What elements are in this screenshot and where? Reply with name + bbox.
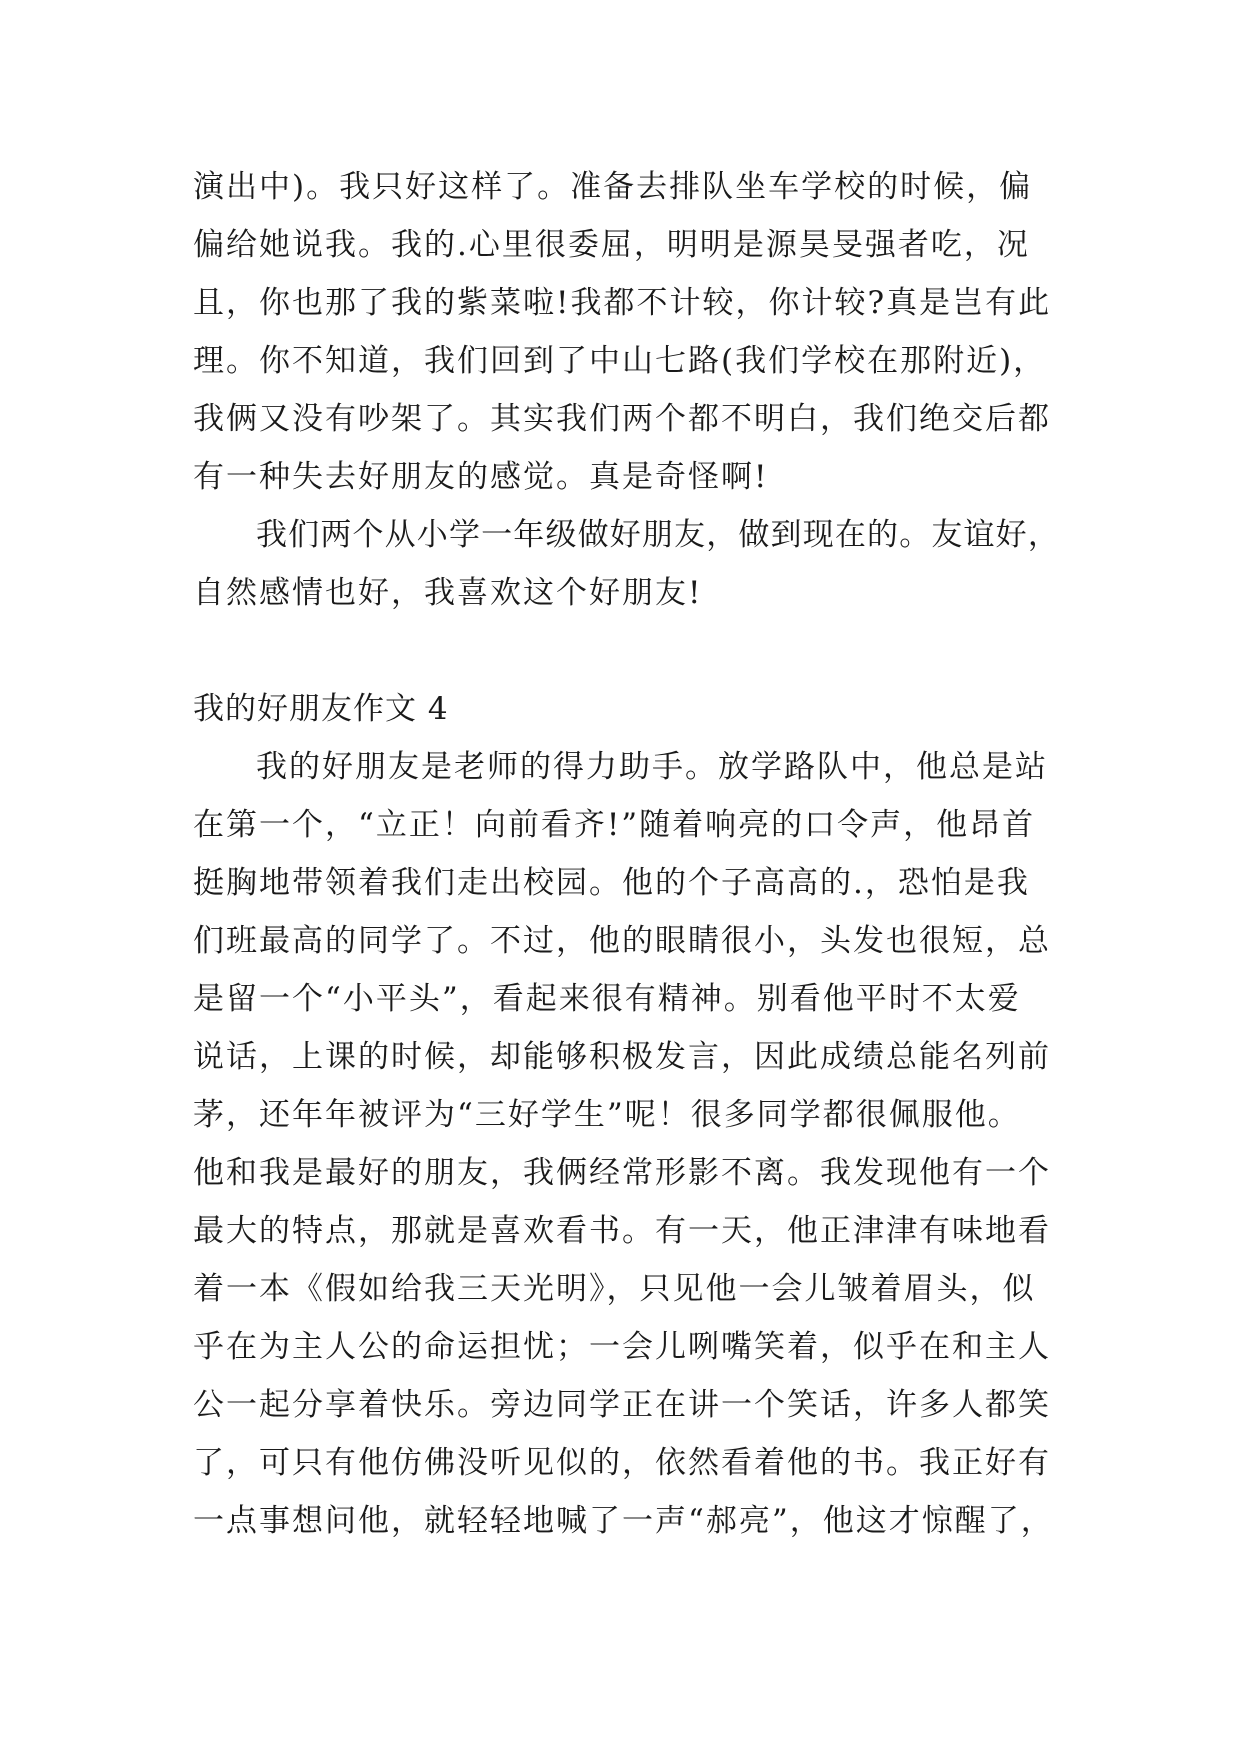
text-line: 们班最高的同学了。不过，他的眼睛很小，头发也很短，总 [193, 923, 1051, 959]
text-line: 自然感情也好，我喜欢这个好朋友! [193, 575, 703, 611]
text-line: 在第一个，“立正！向前看齐!”随着响亮的口令声，他昂首 [193, 807, 1036, 843]
text-line: 说话，上课的时候，却能够积极发言，因此成绩总能名列前 [193, 1039, 1051, 1075]
section-heading: 我的好朋友作文 4 [193, 691, 449, 727]
text-line: 我的好朋友是老师的得力助手。放学路队中，他总是站 [256, 749, 1048, 785]
text-line: 理。你不知道，我们回到了中山七路(我们学校在那附近)， [193, 343, 1047, 379]
text-line: 演出中)。我只好这样了。准备去排队坐车学校的时候，偏 [193, 169, 1033, 205]
text-line: 挺胸地带领着我们走出校园。他的个子高高的.，恐怕是我 [193, 865, 1030, 901]
text-line: 着一本《假如给我三天光明》，只见他一会儿皱着眉头，似 [193, 1271, 1036, 1307]
text-line: 有一种失去好朋友的感觉。真是奇怪啊! [193, 459, 769, 495]
text-line: 偏给她说我。我的.心里很委屈，明明是源昊旻强者吃，况 [193, 227, 1030, 263]
text-line: 是留一个“小平头”，看起来很有精神。别看他平时不太爱 [193, 981, 1021, 1017]
text-line: 了，可只有他仿佛没听见似的，依然看着他的书。我正好有 [193, 1445, 1051, 1481]
text-line: 我们两个从小学一年级做好朋友，做到现在的。友谊好， [256, 517, 1060, 553]
text-line: 一点事想问他，就轻轻地喊了一声“郝亮”，他这才惊醒了， [193, 1503, 1054, 1539]
text-line: 我俩又没有吵架了。其实我们两个都不明白，我们绝交后都 [193, 401, 1051, 437]
text-line: 乎在为主人公的命运担忧；一会儿咧嘴笑着，似乎在和主人 [193, 1329, 1051, 1365]
text-line: 茅，还年年被评为“三好学生”呢！很多同学都很佩服他。 [193, 1097, 1021, 1133]
text-line: 他和我是最好的朋友，我俩经常形影不离。我发现他有一个 [193, 1155, 1051, 1191]
text-line: 公一起分享着快乐。旁边同学正在讲一个笑话，许多人都笑 [193, 1387, 1051, 1423]
text-line: 最大的特点，那就是喜欢看书。有一天，他正津津有味地看 [193, 1213, 1051, 1249]
text-line: 且，你也那了我的紫菜啦!我都不计较，你计较?真是岂有此 [193, 285, 1052, 321]
